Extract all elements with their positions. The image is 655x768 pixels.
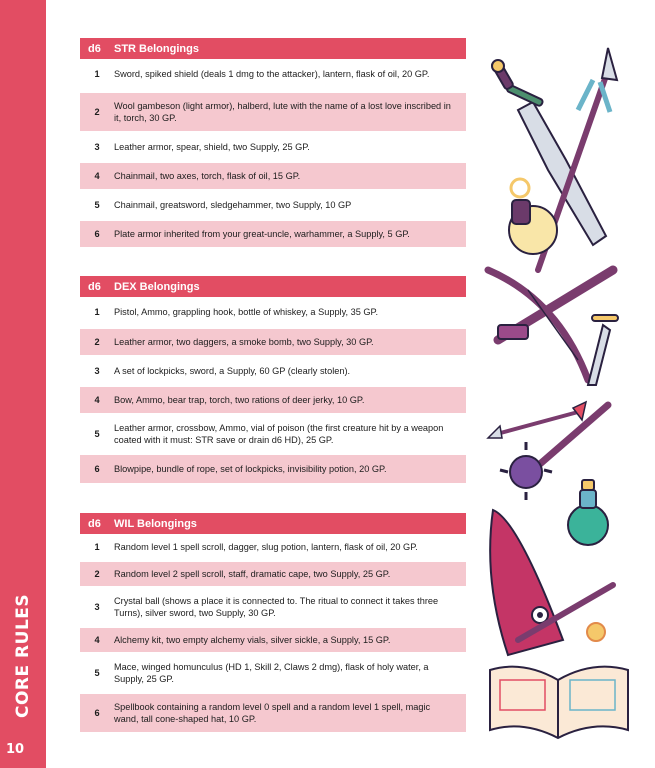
table-row: [80, 694, 466, 732]
table-header: [80, 513, 466, 534]
row-number: 4: [94, 171, 100, 181]
row-number: 4: [94, 395, 100, 405]
row-number: 3: [94, 366, 100, 376]
table-row: [80, 93, 466, 131]
row-text: Spellbook containing a random level 0 spell and a random level 1 spell, magic wand, tall cone-shaped hat, 10 GP.: [114, 702, 431, 724]
row-text: Chainmail, greatsword, sledgehammer, two Supply, 10 GP: [114, 200, 352, 210]
row-text: Sword, spiked shield (deals 1 dmg to the attacker), lantern, flask of oil, 20 GP.: [114, 69, 430, 79]
row-text: Leather armor, spear, shield, two Supply, 25 GP.: [114, 142, 310, 152]
row-text: Mace, winged homunculus (HD 1, Skill 2, Claws 2 dmg), flask of holy water, a Supply, 25 GP.: [114, 662, 429, 684]
row-number: 5: [94, 200, 100, 210]
wil-belongings-table: [80, 513, 466, 732]
row-text: Bow, Ammo, bear trap, torch, two rations of deer jerky, 10 GP.: [114, 395, 365, 405]
row-text: Leather armor, two daggers, a smoke bomb, two Supply, 30 GP.: [114, 337, 374, 347]
spellbook-icon: [490, 667, 628, 738]
dagger-icon: [588, 315, 618, 385]
table-row: [80, 562, 466, 586]
section-label-text: CORE RULES: [13, 593, 33, 718]
table-header: [80, 276, 466, 297]
row-text: Random level 2 spell scroll, staff, dramatic cape, two Supply, 25 GP.: [114, 569, 391, 579]
table-row: [80, 133, 466, 161]
row-text: Random level 1 spell scroll, dagger, slug potion, lantern, flask of oil, 20 GP.: [114, 542, 418, 552]
row-number: 1: [94, 542, 100, 552]
table-row: [80, 221, 466, 247]
row-text: Alchemy kit, two empty alchemy vials, silver sickle, a Supply, 15 GP.: [114, 635, 391, 645]
str-belongings-table: [80, 38, 466, 247]
table-row: [80, 297, 466, 327]
table-row: [80, 387, 466, 413]
table-row: [80, 534, 466, 560]
row-number: 3: [94, 142, 100, 152]
row-number: 2: [94, 569, 100, 579]
row-text: Wool gambeson (light armor), halberd, lute with the name of a lost love inscribed in it, torch, 30 GP.: [114, 101, 451, 123]
table-row: [80, 628, 466, 652]
table-row: [80, 59, 466, 89]
table-header: [80, 38, 466, 59]
row-number: 5: [94, 429, 100, 439]
row-text: Blowpipe, bundle of rope, set of lockpicks, invisibility potion, 20 GP.: [114, 464, 387, 474]
table-title: WIL Belongings: [114, 517, 197, 530]
table-row: [80, 588, 466, 626]
row-number: 4: [94, 635, 100, 645]
lantern-icon: [509, 179, 557, 254]
row-number: 6: [94, 229, 100, 239]
die-label: d6: [88, 42, 101, 55]
die-label: d6: [88, 517, 101, 530]
row-number: 1: [94, 307, 100, 317]
dex-belongings-table: [80, 276, 466, 483]
row-text: Pistol, Ammo, grappling hook, bottle of whiskey, a Supply, 35 GP.: [114, 307, 379, 317]
table-title: STR Belongings: [114, 42, 199, 55]
row-text: A set of lockpicks, sword, a Supply, 60 GP (clearly stolen).: [114, 366, 351, 376]
row-number: 2: [94, 337, 100, 347]
row-number: 5: [94, 668, 100, 678]
page-number: 10: [6, 742, 25, 757]
row-number: 3: [94, 602, 100, 612]
equipment-illustration: [478, 40, 638, 740]
row-number: 6: [94, 708, 100, 718]
table-row: [80, 654, 466, 692]
table-row: [80, 163, 466, 189]
die-label: d6: [88, 280, 101, 293]
row-number: 2: [94, 107, 100, 117]
row-number: 6: [94, 464, 100, 474]
table-row: [80, 455, 466, 483]
table-title: DEX Belongings: [114, 280, 200, 293]
table-row: [80, 191, 466, 219]
table-row: [80, 329, 466, 355]
row-number: 1: [94, 69, 100, 79]
potion-icon: [568, 480, 608, 545]
table-row: [80, 357, 466, 385]
row-text: Plate armor inherited from your great-uncle, warhammer, a Supply, 5 GP.: [114, 229, 410, 239]
table-row: [80, 415, 466, 453]
row-text: Chainmail, two axes, torch, flask of oil, 15 GP.: [114, 171, 301, 181]
row-text: Crystal ball (shows a place it is connected to. The ritual to connect it takes three Turns), silver sword, two Supply, 30 GP.: [114, 596, 439, 618]
row-text: Leather armor, crossbow, Ammo, vial of poison (the first creature hit by a weapon coated with it must: STR save or drain d6 HD), 25 GP.: [114, 423, 444, 445]
